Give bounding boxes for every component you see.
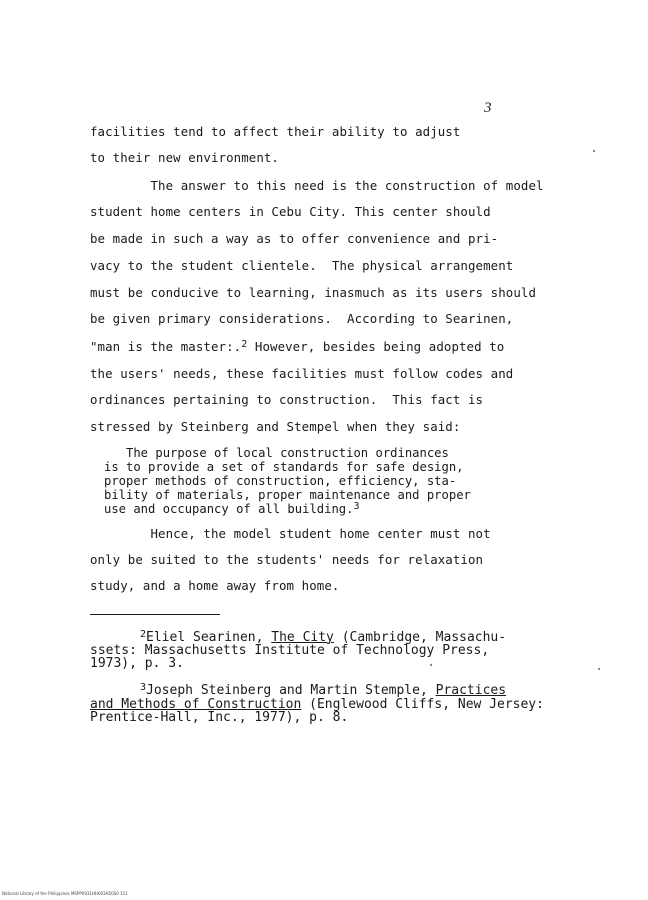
body-line-8: be given primary considerations. According to Searinen,: [90, 311, 514, 326]
footnote-separator: [90, 614, 220, 615]
body-line-7: must be conducive to learning, inasmuch as its users should: [90, 285, 537, 300]
body-line-9-start: "man is the master:.: [90, 339, 242, 354]
body-line-12: stressed by Steinberg and Stempel when they said:: [90, 419, 461, 434]
body-line-6: vacy to the student clientele. The physical arrangement: [90, 258, 514, 273]
body-line-10: the users' needs, these facilities must follow codes and: [90, 366, 514, 381]
body-line-11: ordinances pertaining to construction. This fact is: [90, 392, 484, 407]
footnote-3-title-end: and Methods of Construction: [90, 697, 302, 712]
page-number: 3: [484, 100, 492, 116]
scan-speck: [598, 668, 600, 670]
footnote-ref-3: 3: [353, 501, 360, 512]
quote-line-4: bility of materials, proper maintenance and proper: [104, 488, 471, 502]
footnote-2-line-3: 1973), p. 3.: [90, 656, 184, 671]
body-line-9: [90, 339, 504, 354]
quote-line-3: proper methods of construction, efficiency, sta-: [104, 474, 457, 488]
footnote-ref-2: 2: [241, 339, 248, 350]
conclusion-line-1: Hence, the model student home center must not: [90, 526, 491, 541]
conclusion-line-3: study, and a home away from home.: [90, 578, 340, 593]
footnote-3-authors: Joseph Steinberg and Martin Stemple,: [146, 683, 436, 698]
quote-line-5: [104, 502, 360, 518]
quote-line-5-text: use and occupancy of all building.: [104, 502, 354, 516]
footnote-2-title: The City: [271, 630, 334, 645]
body-line-9-end: However, besides being adopted to: [247, 339, 505, 354]
quote-line-1: The purpose of local construction ordinances: [104, 446, 449, 460]
archive-footer: National Library of the Philippines MSPP0931HH003H50S0 111: [2, 891, 128, 896]
body-line-3: The answer to this need is the construction of model: [90, 178, 544, 193]
footnote-3-place: (Englewood Cliffs, New Jersey:: [301, 697, 544, 712]
body-line-1: facilities tend to affect their ability to adjust: [90, 124, 461, 139]
footnote-2-marker: 2: [140, 629, 147, 640]
footnote-3-line-3: Prentice-Hall, Inc., 1977), p. 8.: [90, 710, 349, 725]
footnote-2-line-2: ssets: Massachusetts Institute of Technology Press,: [90, 643, 490, 658]
conclusion-line-2: only be suited to the students' needs for relaxation: [90, 552, 484, 567]
footnote-3-title-start: Practices: [435, 683, 507, 698]
quote-line-2: is to provide a set of standards for safe design,: [104, 460, 464, 474]
footnote-3-marker: 3: [140, 682, 147, 693]
body-line-2: to their new environment.: [90, 150, 279, 165]
scan-speck: [593, 150, 595, 152]
body-line-5: be made in such a way as to offer convenience and pri-: [90, 231, 499, 246]
footnote-2-publisher: (Cambridge, Massachu-: [333, 630, 507, 645]
body-line-4: student home centers in Cebu City. This center should: [90, 204, 491, 219]
scan-speck: [430, 664, 432, 666]
footnote-2-author: Eliel Searinen,: [146, 630, 272, 645]
